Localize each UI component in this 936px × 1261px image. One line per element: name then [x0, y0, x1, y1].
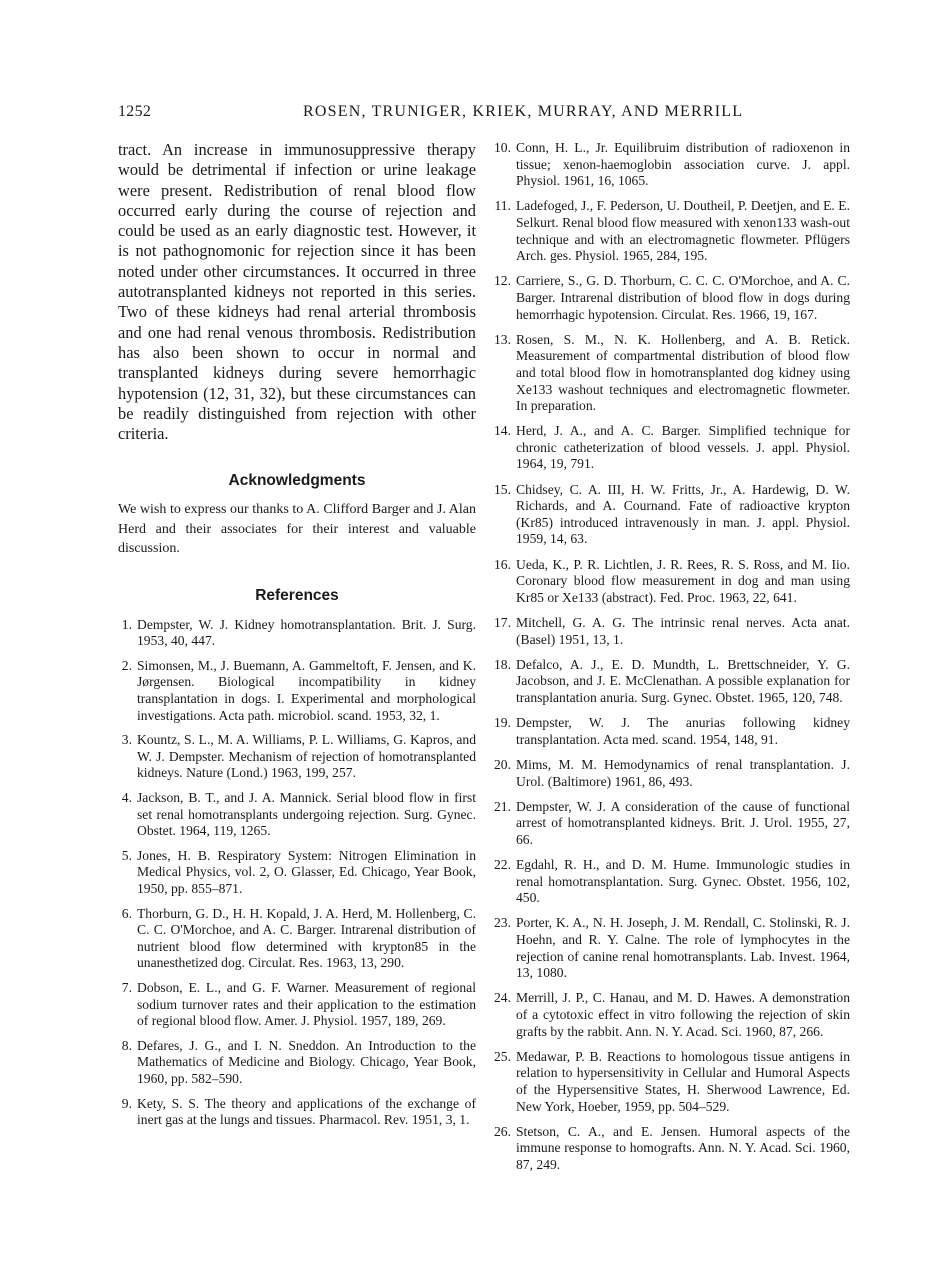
reference-item: [494, 332, 850, 415]
reference-text: Kety, S. S. The theory and applications of the exchange of inert gas at the lungs and tissues. Pharmacol. Rev. 1951, 3, 1.: [137, 1095, 476, 1128]
reference-number: 23.: [494, 915, 511, 931]
reference-item: [494, 557, 850, 607]
reference-item: [494, 915, 850, 981]
reference-number: 6.: [121, 905, 132, 921]
reference-item: [118, 1096, 476, 1129]
acknowledgments-heading: Acknowledgments: [228, 472, 366, 490]
reference-item: [494, 198, 850, 264]
reference-number: 3.: [121, 732, 132, 748]
reference-item: [118, 906, 476, 972]
reference-text: Porter, K. A., N. H. Joseph, J. M. Rendall, C. Stolinski, R. J. Hoehn, and R. Y. Calne. The role of lymphocytes in the rejection of canine renal homotransplants. Lab. Invest. 1964, 13, 1080.: [516, 915, 850, 981]
reference-number: 14.: [494, 423, 511, 439]
running-header: [118, 103, 850, 127]
reference-text: Merrill, J. P., C. Hanau, and M. D. Hawes. A demonstration of a cytotoxic effect in vitro following the rejection of skin grafts by the rabbit. Ann. N. Y. Acad. Sci. 1960, 87, 266.: [516, 990, 850, 1039]
reference-number: 13.: [494, 331, 511, 347]
reference-number: 9.: [121, 1095, 132, 1111]
reference-text: Jackson, B. T., and J. A. Mannick. Serial blood flow in first set renal homotransplants undergoing rejection. Surg. Gynec. Obstet. 1964, 119, 1265.: [137, 790, 476, 839]
reference-item: [494, 140, 850, 190]
reference-number: 4.: [121, 790, 132, 806]
references-list-left: [118, 617, 476, 1129]
reference-number: 10.: [494, 140, 511, 155]
reference-item: [118, 617, 476, 650]
reference-item: [494, 657, 850, 707]
reference-text: Carriere, S., G. D. Thorburn, C. C. C. O'Morchoe, and A. C. Barger. Intrarenal distribution of blood flow in dogs during hemorrhagic hypotension. Circulat. Res. 1966, 19, 167.: [516, 273, 850, 322]
reference-text: Dempster, W. J. A consideration of the cause of functional arrest of homotransplanted kidneys. Brit. J. Urol. 1955, 27, 66.: [516, 798, 850, 847]
reference-number: 17.: [494, 615, 511, 630]
left-column: [118, 140, 476, 1137]
reference-number: 25.: [494, 1048, 511, 1064]
reference-text: Jones, H. B. Respiratory System: Nitrogen Elimination in Medical Physics, vol. 2, O. Glasser, Ed. Chicago, Year Book, 1950, pp. 855–871.: [137, 847, 476, 896]
reference-number: 20.: [494, 756, 511, 772]
reference-text: Chidsey, C. A. III, H. W. Fritts, Jr., A. Hardewig, D. W. Richards, and A. Cournand. Fate of radioactive krypton (Kr85) introduced intravenously in man. J. appl. Physiol. 1959, 14, 63.: [516, 481, 850, 547]
reference-text: Medawar, P. B. Reactions to homologous tissue antigens in relation to hypersensitivity in Cellular and Humoral Aspects of the Hypersensitive States, H. Sherwood Lawrence, Ed. New York, Hoeber, 1959, pp. 504–529.: [516, 1048, 850, 1114]
reference-item: [118, 1038, 476, 1088]
reference-text: Egdahl, R. H., and D. M. Hume. Immunologic studies in renal homotransplantation. Surg. Gynec. Obstet. 1956, 102, 450.: [516, 857, 850, 906]
reference-number: 26.: [494, 1123, 511, 1139]
reference-text: Rosen, S. M., N. K. Hollenberg, and A. B. Retick. Measurement of compartmental distribution of blood flow and total blood flow in homotransplanted dog kidney using Xe133 washout techniques and electromagnetic flowmeter. In preparation.: [516, 331, 850, 414]
reference-item: [494, 423, 850, 473]
reference-text: Defalco, A. J., E. D. Mundth, L. Brettschneider, Y. G. Jacobson, and J. E. McClenathan. A possible explanation for transplantation anuria. Surg. Gynec. Obstet. 1965, 120, 748.: [516, 656, 850, 705]
reference-number: 11.: [494, 198, 511, 214]
reference-text: Ladefoged, J., F. Pederson, U. Doutheil, P. Deetjen, and E. E. Selkurt. Renal blood flow measured with xenon133 wash-out technique and with an electromagnetic flowmeter. Pflügers Arch. ges. Physiol. 1965, 284, 195.: [516, 198, 850, 264]
reference-item: [494, 757, 850, 790]
running-authors: ROSEN, TRUNIGER, KRIEK, MURRAY, AND MERRILL: [303, 103, 744, 120]
reference-text: Thorburn, G. D., H. H. Kopald, J. A. Herd, M. Hollenberg, C. C. C. O'Morchoe, and A. C. Barger. Intrarenal distribution of nutrient blood flow determined with krypton85 in the unanesthetized dog. Circulat. Res. 1963, 13, 290.: [137, 905, 476, 971]
reference-number: 1.: [121, 616, 132, 632]
reference-item: [118, 848, 476, 898]
reference-item: [494, 857, 850, 907]
reference-number: 7.: [121, 979, 132, 995]
reference-item: [118, 732, 476, 782]
reference-number: 16.: [494, 556, 511, 572]
reference-number: 19.: [494, 715, 511, 731]
reference-number: 21.: [494, 798, 511, 814]
reference-item: [118, 658, 476, 724]
reference-number: 8.: [121, 1037, 132, 1053]
reference-item: [494, 273, 850, 323]
reference-item: [494, 990, 850, 1040]
reference-number: 12.: [494, 273, 511, 289]
reference-text: Kountz, S. L., M. A. Williams, P. L. Williams, G. Kapros, and W. J. Dempster. Mechanism of rejection of homotransplanted kidneys. Nature (Lond.) 1963, 199, 257.: [137, 732, 476, 781]
reference-item: [494, 482, 850, 548]
reference-text: Defares, J. G., and I. N. Sneddon. An Introduction to the Mathematics of Medicine and Biology. Chicago, Year Book, 1960, pp. 582–590.: [137, 1037, 476, 1086]
reference-number: 5.: [121, 847, 132, 863]
reference-item: [494, 1049, 850, 1115]
reference-item: [494, 615, 850, 648]
reference-text: Conn, H. L., Jr. Equilibruim distribution of radioxenon in tissue; xenon-haemoglobin association curve. J. appl. Physiol. 1961, 16, 1065.: [516, 140, 850, 189]
reference-item: [118, 980, 476, 1030]
page-number: 1252: [118, 103, 152, 120]
reference-text: Ueda, K., P. R. Lichtlen, J. R. Rees, R. S. Ross, and M. Iio. Coronary blood flow measurement in dog and man using Kr85 or Xe133 (abstract). Fed. Proc. 1963, 22, 641.: [516, 556, 850, 605]
reference-text: Simonsen, M., J. Buemann, A. Gammeltoft, F. Jensen, and K. Jørgensen. Biological incompatibility in kidney transplantation in dogs. I. Experimental and morphological investigations. Acta path. microbiol. scand. 1953, 32, 1.: [137, 657, 476, 723]
references-list-right: [494, 140, 850, 1174]
reference-text: Stetson, C. A., and E. Jensen. Humoral aspects of the immune response to homografts. Ann. N. Y. Acad. Sci. 1960, 87, 249.: [516, 1123, 850, 1172]
reference-text: Dempster, W. J. Kidney homotransplantation. Brit. J. Surg. 1953, 40, 447.: [137, 616, 476, 649]
reference-text: Dobson, E. L., and G. F. Warner. Measurement of regional sodium turnover rates and their application to the estimation of regional blood flow. Amer. J. Physiol. 1957, 189, 269.: [137, 979, 476, 1029]
reference-number: 22.: [494, 857, 511, 873]
reference-text: Dempster, W. J. The anurias following kidney transplantation. Acta med. scand. 1954, 148, 91.: [516, 715, 850, 747]
reference-number: 24.: [494, 990, 511, 1006]
reference-item: [494, 715, 850, 748]
reference-item: [494, 1124, 850, 1174]
reference-text: Mitchell, G. A. G. The intrinsic renal nerves. Acta anat. (Basel) 1951, 13, 1.: [516, 615, 850, 647]
reference-item: [494, 799, 850, 849]
reference-number: 18.: [494, 656, 511, 672]
reference-item: [118, 790, 476, 840]
reference-text: Mims, M. M. Hemodynamics of renal transplantation. J. Urol. (Baltimore) 1961, 86, 493.: [516, 756, 850, 789]
body-paragraph: tract. An increase in immunosuppressive therapy would be detrimental if infection or urine leakage were present. Redistribution of renal blood flow occurred early during the course of rejection and could be used as an early diagnostic test. However, it is not pathognomonic for rejection since it has been noted under other circumstances. It occurred in three autotransplanted kidneys not reported in this series. Two of these kidneys had renal arterial thrombosis and one had renal venous thrombosis. Redistribution has also been shown to occur in normal and transplanted kidneys during severe hemorrhagic hypotension (12, 31, 32), but these circumstances can be readily distinguished from rejection with other criteria.: [118, 140, 476, 444]
right-column: [494, 140, 850, 1182]
references-heading: References: [255, 586, 339, 604]
reference-number: 15.: [494, 481, 511, 497]
reference-number: 2.: [121, 657, 132, 673]
acknowledgments-text: We wish to express our thanks to A. Clifford Barger and J. Alan Herd and their associates for their interest and valuable discussion.: [118, 502, 476, 557]
reference-text: Herd, J. A., and A. C. Barger. Simplified technique for chronic catheterization of blood vessels. J. appl. Physiol. 1964, 19, 791.: [516, 423, 850, 472]
